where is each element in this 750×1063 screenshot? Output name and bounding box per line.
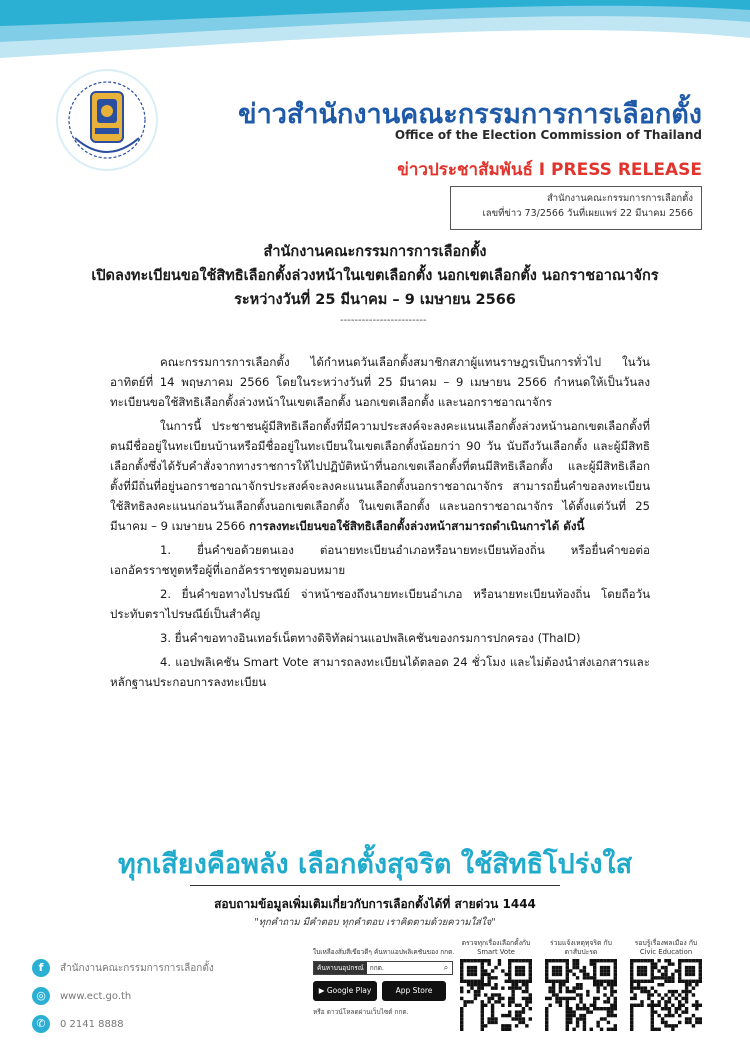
- qr-caption: รอบรู้เรื่องพลเมือง กับ: [634, 939, 698, 947]
- reference-office: สำนักงานคณะกรรมการการเลือกตั้ง: [546, 193, 693, 204]
- qr-code-icon: [630, 959, 702, 1031]
- apps-caption: ใบเหลืองส้มสีเขียวดีๆ ค้นหาแอปพลิเคชันของ กกต.: [313, 948, 455, 956]
- paragraph-1: คณะกรรมการการเลือกตั้ง ได้กำหนดวันเลือกตั้งสมาชิกสภาผู้แทนราษฎรเป็นการทั่วไป ในวันอาทิตย์ที่ 14 พฤษภาคม 2566 โดยในระหว่างวันที่ 25 มีนาคม – 9 เมษายน 2566 กำหนดให้เป็นวันลงทะเบียนขอใช้สิทธิเลือกตั้งล่วงหน้าในเขตเลือกตั้ง นอกเขตเลือกตั้ง และนอกราชอาณาจักร: [110, 355, 650, 409]
- app-store-badge[interactable]: App Store: [382, 981, 446, 1001]
- hotline-text: สอบถามข้อมูลเพิ่มเติมเกี่ยวกับการเลือกตั้งได้ที่ สายด่วน 1444: [214, 897, 536, 911]
- contact-phone[interactable]: [32, 1011, 214, 1037]
- list-item: 2. ยื่นคำขอทางไปรษณีย์ จ่าหน้าซองถึงนายทะเบียนอำเภอ หรือนายทะเบียนท้องถิ่น โดยถือวันประทับตราไปรษณีย์เป็นสำคัญ: [110, 587, 650, 621]
- tagline-text: "ทุกคำถาม มีคำตอบ ทุกคำตอบ เราคิดตามด้วยความใส่ใจ": [254, 917, 496, 928]
- app-search-bar[interactable]: [313, 961, 453, 975]
- phone-label: 0 2141 8888: [60, 1018, 124, 1030]
- qr-caption: ร่วมแจ้งเหตุทุจริต กับ: [550, 939, 612, 947]
- google-play-badge[interactable]: ▶ Google Play: [313, 981, 377, 1001]
- facebook-icon: f: [32, 959, 50, 977]
- headline-line-2: เปิดลงทะเบียนขอใช้สิทธิเลือกตั้งล่วงหน้าในเขตเลือกตั้ง นอกเขตเลือกตั้ง นอกราชอาณาจักร: [91, 268, 659, 284]
- search-text: กกต.: [369, 964, 384, 972]
- qr-smart-vote[interactable]: [455, 939, 537, 1033]
- search-button-label: ค้นหาบนอุปกรณ์: [314, 962, 367, 974]
- press-release-label: ข่าวประชาสัมพันธ์ I PRESS RELEASE: [397, 160, 702, 180]
- contact-website[interactable]: [32, 983, 214, 1009]
- paragraph-2: [110, 416, 650, 536]
- website-download-note: หรือ ดาวน์โหลดผ่านเว็บไซต์ กกต.: [313, 1008, 409, 1016]
- qr-code-icon: [460, 959, 532, 1031]
- search-icon: ⌕: [443, 963, 449, 972]
- qr-title: Smart Vote: [477, 948, 515, 956]
- headline-separator: ------------------------: [340, 315, 427, 326]
- phone-icon: ✆: [32, 1015, 50, 1033]
- org-title-thai: ข่าวสำนักงานคณะกรรมการการเลือกตั้ง: [238, 99, 702, 130]
- contact-list: [32, 955, 214, 1039]
- globe-icon: ◎: [32, 987, 50, 1005]
- qr-report-fraud[interactable]: [540, 939, 622, 1033]
- headline-line-1: สำนักงานคณะกรรมการการเลือกตั้ง: [263, 244, 487, 260]
- list-item: 3. ยื่นคำขอทางอินเทอร์เน็ตทางดิจิทัลผ่านแอปพลิเคชันของกรมการปกครอง (ThaID): [160, 631, 581, 645]
- reference-box: [450, 186, 702, 230]
- org-title-english: Office of the Election Commission of Thailand: [394, 128, 702, 142]
- contact-facebook[interactable]: [32, 955, 214, 981]
- reference-number-date: เลขที่ข่าว 73/2566 วันที่เผยแพร่ 22 มีนาคม 2566: [482, 208, 693, 219]
- website-label: www.ect.go.th: [60, 990, 132, 1002]
- body-text: [110, 352, 650, 696]
- app-download-section: [313, 948, 453, 1017]
- qr-title: ตาสับปะรด: [564, 948, 598, 956]
- paragraph-2-text: ในการนี้ ประชาชนผู้มีสิทธิเลือกตั้งที่มีความประสงค์จะลงคะแนนเลือกตั้งล่วงหน้านอกเขตเลือกตั้งที่ตนมีชื่ออยู่ในทะเบียนบ้านหรือมีชื่ออยู่ในทะเบียนในเขตเลือกตั้งน้อยกว่า 90 วัน นับถึงวันเลือกตั้ง และผู้มีสิทธิเลือกตั้งซึ่งได้รับคำสั่งจากทางราชการให้ไปปฏิบัติหน้าที่นอกเขตเลือกตั้งที่ตนมีสิทธิเลือกตั้ง และผู้มีสิทธิเลือกตั้งที่มีถิ่นที่อยู่นอกราชอาณาจักรประสงค์จะลงคะแนนเลือกตั้งนอกราชอาณาจักร สามารถยื่นคำขอลงทะเบียนใช้สิทธิลงคะแนนก่อนวันเลือกตั้งนอกเขตเลือกตั้ง ในเขตเลือกตั้ง และนอกราชอาณาจักร ได้ตั้งแต่วันที่ 25 มีนาคม – 9 เมษายน 2566: [110, 419, 650, 533]
- headline-line-3: ระหว่างวันที่ 25 มีนาคม – 9 เมษายน 2566: [234, 292, 516, 308]
- qr-title: Civic Education: [639, 948, 693, 956]
- list-item: 4. แอปพลิเคชัน Smart Vote สามารถลงทะเบียนได้ตลอด 24 ชั่วโมง และไม่ต้องนำส่งเอกสารและหลักฐานประกอบการลงทะเบียน: [110, 655, 650, 689]
- qr-caption: ตรวจทุกเรื่องเลือกตั้งกับ: [461, 939, 531, 947]
- list-item: 1. ยื่นคำขอด้วยตนเอง ต่อนายทะเบียนอำเภอหรือนายทะเบียนท้องถิ่น หรือยื่นคำขอต่อเอกอัครราชทูตหรือผู้ที่เอกอัครราชทูตมอบหมาย: [110, 543, 650, 577]
- qr-code-icon: [545, 959, 617, 1031]
- paragraph-2-bold: การลงทะเบียนขอใช้สิทธิเลือกตั้งล่วงหน้าสามารถดำเนินการได้ ดังนี้: [249, 519, 585, 533]
- facebook-label: สำนักงานคณะกรรมการการเลือกตั้ง: [60, 962, 214, 974]
- ect-emblem-logo: [55, 68, 160, 173]
- campaign-slogan: ทุกเสียงคือพลัง เลือกตั้งสุจริต ใช้สิทธิโปร่งใส: [117, 849, 633, 880]
- footer-divider: [190, 885, 560, 886]
- qr-civic-education[interactable]: [625, 939, 707, 1033]
- headline: [60, 240, 690, 312]
- header-swoosh: [0, 0, 750, 70]
